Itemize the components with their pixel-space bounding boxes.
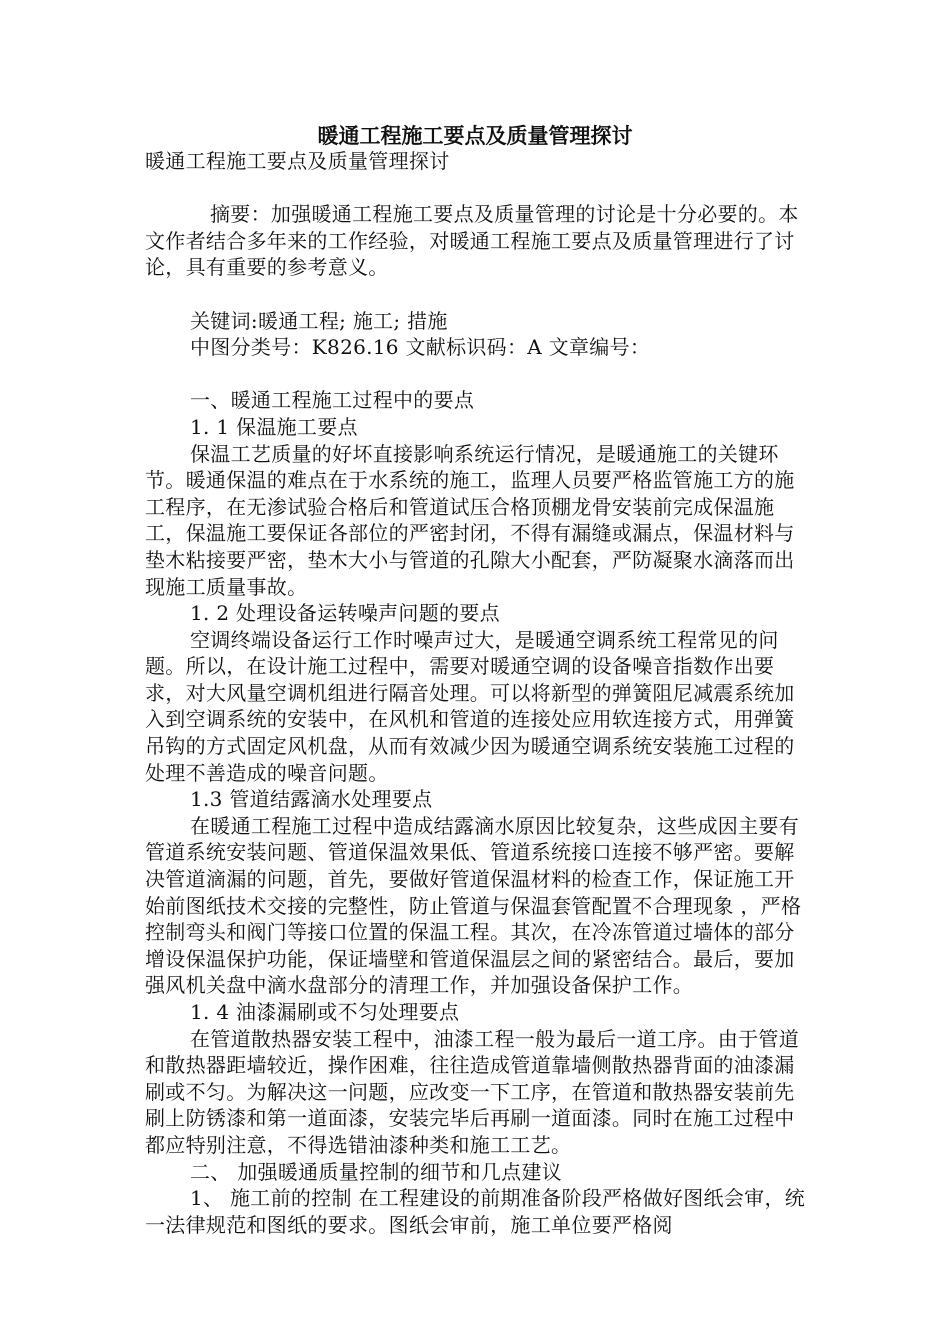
section-2-heading: 二、 加强暖通质量控制的细节和几点建议 — [190, 1159, 563, 1184]
section-1-heading: 一、暖通工程施工过程中的要点 — [190, 388, 475, 413]
subsection-1-1-heading: 1. 1 保温施工要点 — [190, 414, 358, 439]
spacer — [145, 361, 813, 388]
section-2-item-1: 1、 施工前的控制 在工程建设的前期准备阶段严格做好图纸会审，统一法律规范和图纸的要求。图纸会审前，施工单位要严格阅 — [145, 1186, 806, 1237]
subsection-1-4-body: 在管道散热器安装工程中，油漆工程一般为最后一道工序。由于管道和散热器距墙较近，操作困难，往往造成管道靠墙侧散热器背面的油漆漏刷或不匀。为解决这一问题，应改变一下工序，在管道和散热器安装前先刷上防锈漆和第一道面漆，安装完毕后再刷一道面漆。同时在施工过程中都应特别注意，不得选错油漆种类和施工工艺。 — [145, 1026, 799, 1157]
subsection-1-3-heading: 1.3 管道结露滴水处理要点 — [190, 787, 433, 812]
subsection-1-2-body: 空调终端设备运行工作时噪声过大，是暖通空调系统工程常见的问题。所以，在设计施工过程中，需要对暖通空调的设备噪音指数作出要求，对大风量空调机组进行隔音处理。可以将新型的弹簧阻尼减震系统加入到空调系统的安装中，在风机和管道的连接处应用软连接方式，用弹簧吊钩的方式固定风机盘，从而有效减少因为暖通空调系统安装施工过程的处理不善造成的噪音问题。 — [145, 627, 795, 785]
subtitle: 暖通工程施工要点及质量管理探讨 — [145, 149, 450, 173]
spacer — [145, 175, 813, 202]
subsection-1-3-body: 在暖通工程施工过程中造成结露滴水原因比较复杂，这些成因主要有管道系统安装问题、管道保温效果低、管道系统接口连接不够严密。要解决管道滴漏的问题，首先，要做好管道保温材料的检查工作，保证施工开始前图纸技术交接的完整性，防止管道与保温套管配置不合理现象 ，严格控制弯头和阀门等接口位置的保温工程。其次，在冷冻管道过墙体的部分增设保温保护功能，保证墙壁和管道保温层之间的紧密结合。最后，要加强风机关盘中滴水盘部分的清理工作，并加强设备保护工作。 — [145, 813, 802, 998]
document-body — [145, 148, 813, 1238]
subsection-1-2-heading: 1. 2 处理设备运转噪声问题的要点 — [190, 601, 500, 626]
abstract-paragraph: 摘要：加强暖通工程施工要点及质量管理的讨论是十分必要的。本文作者结合多年来的工作经验，对暖通工程施工要点及质量管理进行了讨论，具有重要的参考意义。 — [145, 202, 799, 280]
keywords-line: 关键词:暖通工程; 施工; 措施 — [190, 308, 448, 333]
subsection-1-4-heading: 1. 4 油漆漏刷或不匀处理要点 — [190, 1000, 460, 1024]
spacer — [145, 281, 813, 308]
classification-line: 中图分类号：K826.16 文献标识码：A 文章编号： — [190, 335, 651, 360]
page-title: 暖通工程施工要点及质量管理探讨 — [317, 123, 633, 148]
subsection-1-1-body: 保温工艺质量的好坏直接影响系统运行情况，是暖通施工的关键环节。暖通保温的难点在于水系统的施工，监理人员要严格监管施工方的施工程序，在无渗试验合格后和管道试压合格顶棚龙骨安装前完成保温施工，保温施工要保证各部位的严密封闭，不得有漏缝或漏点，保温材料与垫木粘接要严密，垫木大小与管道的孔隙大小配套，严防凝聚水滴落而出现施工质量事故。 — [145, 441, 795, 599]
